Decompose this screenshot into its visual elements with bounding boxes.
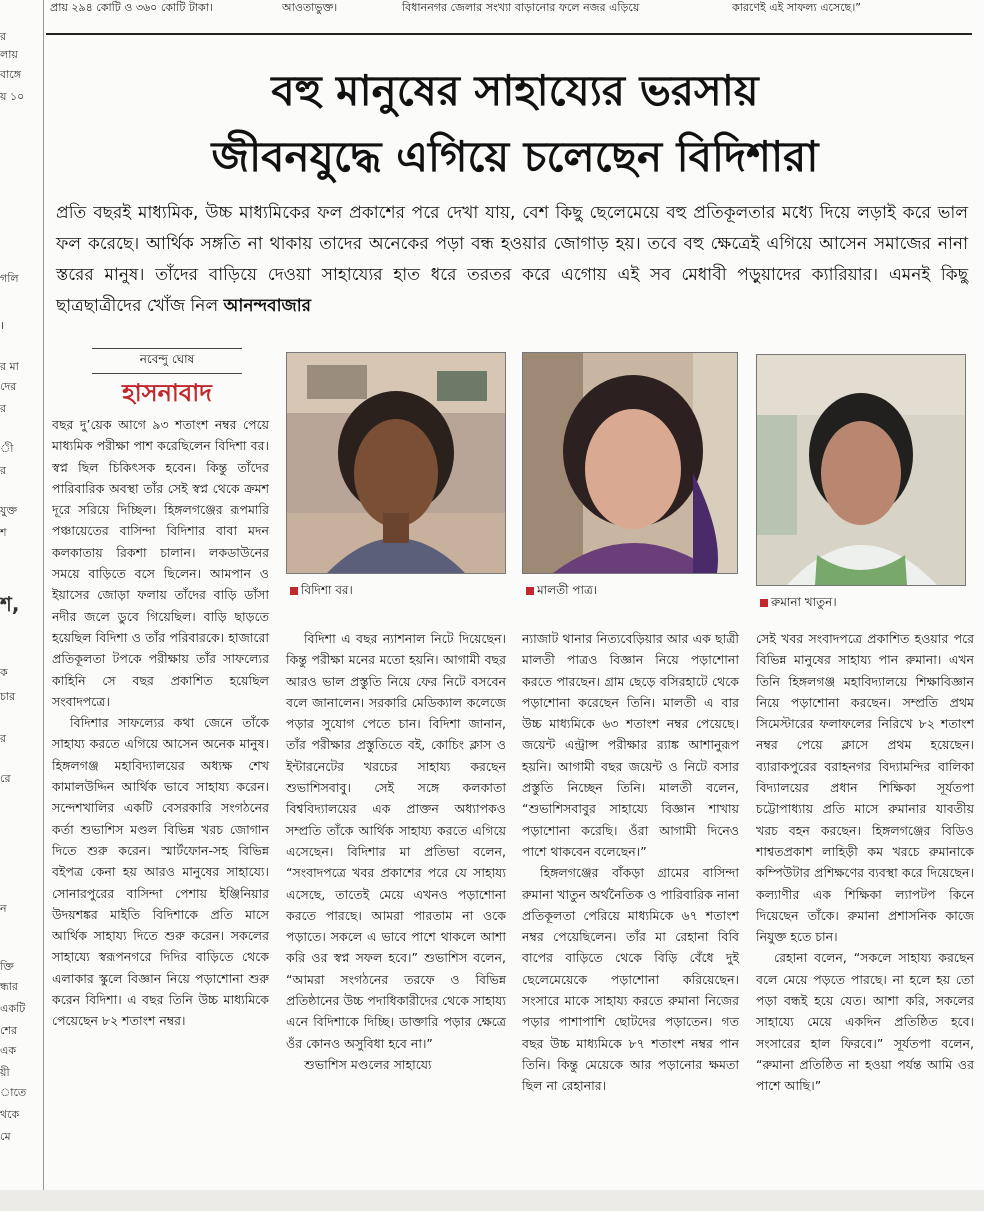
edge-text: শ	[0, 526, 7, 539]
edge-text: গলি	[0, 272, 19, 285]
edge-text: থকে	[0, 1108, 20, 1121]
byline: নবেন্দু ঘোষ	[92, 348, 242, 374]
edge-text: ক	[0, 666, 8, 679]
intro-text: প্রতি বছরই মাধ্যমিক, উচ্চ মাধ্যমিকের ফল প্রকাশের পরে দেখা যায়, বেশ কিছু ছেলেমেয়ে বহু প্রতিকূলতার মধ্যে দিয়ে লড়াই করে ভাল ফল করেছে। আর্থিক সঙ্গতি না থাকায় তাদের অনেকের পড়া বন্ধ হওয়ার জোগাড় হয়। তবে বহু ক্ষেত্রেই এগিয়ে আসেন সমাজের নানা স্তরের মানুষ। তাঁদের বাড়িয়ে দেওয়া সাহায্যের হাত ধরে তরতর করে এগোয় এই সব মেধাবী পড়ুয়াদের ক্যারিয়ার। এমনই কিছু ছাত্রছাত্রীদের খোঁজ নিল	[56, 203, 968, 316]
paragraph: ন্যাজাট থানার নিত্যবেড়িয়ার আর এক ছাত্রী মালতী পাত্রও বিজ্ঞান নিয়ে পড়াশোনা করতে পারছেন। গ্রাম ছেড়ে বসিরহাটে থেকে পড়াশোনা করেছেন তিনি। মালতী এ বার উচ্চ মাধ্যমিকে ৬৩ শতাংশ নম্বর পেয়েছে। জয়েন্ট এন্ট্রান্স পরীক্ষার র‍্যাঙ্ক আশানুরূপ হয়নি। আগামী বছর জয়েন্ট ও নিটে বসার প্রস্তুতি নিচ্ছেন তিনি। মালতী বলেন, “শুভাশিসবাবুর সাহায্যে বিজ্ঞান শাখায় পড়াশোনা করেছি। ওঁরা আগামী দিনেও পাশে থাকবেন বলেছেন।”	[522, 631, 739, 859]
caption-marker	[290, 587, 298, 595]
caption-malati	[526, 582, 597, 602]
caption-text: বিদিশা বর।	[301, 583, 353, 597]
photo-bidisha	[286, 352, 506, 574]
edge-text: দের	[0, 380, 17, 393]
top-rule	[46, 33, 972, 35]
edge-text: যুক্ত	[0, 504, 18, 517]
paragraph: রেহানা বলেন, “সকলে সাহায্য করছেন বলে মেয়ে পড়তে পারছে। না হলে হয় তো পড়া বন্ধই হয়ে যেত। আশা করি, সকলের সাহায্যে মেয়ে একদিন প্রতিষ্ঠিত হবে। সংসারের হাল ফিরবে।” সূর্যতপা বলেন, “রুমানা প্রতিষ্ঠিত না হওয়া পর্যন্ত আমি ওর পাশে আছি।”	[756, 950, 974, 1094]
left-edge-fragments	[0, 24, 34, 1190]
edge-text: ন	[0, 902, 7, 915]
edge-text: একটি	[0, 1002, 26, 1015]
paragraph: বিদিশার সাফল্যের কথা জেনে তাঁকে সাহায্য করতে এগিয়ে আসেন অনেক মানুষ। হিঙ্গলগঞ্জ মহাবিদ্যালয়ের অধ্যক্ষ শেখ কামালউদ্দিন আর্থিক ভাবে সাহায্য করেন। সন্দেশখালির একটি বেসরকারি সংগঠনের কর্তা শুভাশিস মণ্ডল বিভিন্ন খরচ জোগান দিতে শুরু করেন। স্মার্টফোন-সহ বিভিন্ন বইপত্র কেনা হয় আরও মানুষের সাহায্যে। সোনারপুরের বাসিন্দা পেশায় ইঞ্জিনিয়ার উদয়শঙ্কর মাইতি বিদিশাকে প্রতি মাসে আর্থিক সাহায্য দিতে শুরু করেন। সকলের সাহায্যে স্বরূপনগরে দিদির বাড়িতে থেকে এলাকার স্কুলে বিজ্ঞান নিয়ে পড়াশোনা শুরু করেন বিদিশা। এ বছর তিনি উচ্চ মাধ্যমিকে পেয়েছেন ৮২ শতাংশ নম্বর।	[52, 715, 269, 1029]
edge-text: বাঙ্গে	[0, 68, 22, 81]
top-strip-text-2: আওতাভুক্ত।	[282, 1, 338, 14]
edge-text: র	[0, 402, 7, 415]
portrait-photo-3	[757, 355, 965, 585]
photo-malati	[522, 352, 738, 574]
headline-line-2: জীবনযুদ্ধে এগিয়ে চলেছেন বিদিশারা	[211, 132, 819, 181]
column-rule	[43, 0, 44, 1190]
paragraph: শুভাশিস মণ্ডলের সাহায্যে	[304, 1056, 432, 1072]
paragraph: সেই খবর সংবাদপত্রে প্রকাশিত হওয়ার পরে বিভিন্ন মানুষের সাহায্য পান রুমানা। এখন তিনি হিঙ্গলগঞ্জ মহাবিদ্যালয়ে শিক্ষাবিজ্ঞান নিয়ে পড়াশোনা করছেন। সম্প্রতি প্রথম সিমেস্টারের ফলাফলের নিরিখে ৮২ শতাংশ নম্বর পেয়ে ক্লাসে প্রথম হয়েছেন। ব্যারাকপুরের বরাহনগর বিদ্যামন্দির বালিকা বিদ্যালয়ের প্রধান শিক্ষিকা সূর্যতপা চট্টোপাধ্যায় প্রতি মাসে রুমানার যাবতীয় খরচ বহন করছেন। হিঙ্গলগঞ্জের বিডিও শাশ্বতপ্রকাশ লাহিড়ী কম খরচে রুমানাকে কম্পিউটার প্রশিক্ষণের ব্যবস্থা করে দিয়েছেন। কল্যাণীর এক শিক্ষিকা ল্যাপটপ কিনে দিয়েছেন তাঁকে। রুমানা প্রশাসনিক কাজে নিযুক্ত হতে চান।	[756, 631, 974, 945]
bottom-margin	[0, 1190, 984, 1211]
portrait-photo-1	[287, 353, 505, 573]
edge-text: র মা	[0, 360, 19, 373]
intro-brand: আনন্দবাজার	[223, 296, 312, 316]
article-column-4	[756, 628, 974, 1097]
edge-text: র	[0, 464, 7, 477]
edge-text: এক	[0, 1044, 17, 1057]
edge-text: লায়	[0, 48, 18, 61]
top-strip-text-4: কারণেই এই সাফল্য এসেছে।”	[732, 1, 861, 14]
edge-text: ।	[0, 319, 5, 332]
article-column-2	[286, 628, 506, 1075]
edge-text: র	[0, 732, 7, 745]
top-strip	[50, 0, 980, 22]
top-strip-text-3: বিধাননগর জেলার সংখ্যা বাড়ানোর ফলে নজর এড়িয়ে	[402, 1, 640, 14]
photo-rumana	[756, 354, 966, 586]
paragraph: হিঙ্গলগঞ্জের বাঁকড়া গ্রামের বাসিন্দা রুমানা খাতুন অর্থনৈতিক ও পারিবারিক নানা প্রতিকূলতা পেরিয়ে মাধ্যমিকে ৬৭ শতাংশ নম্বর পেয়েছিলেন। তাঁর মা রেহানা বিবি বাপের বাড়িতে থেকে বিড়ি বেঁধে দুই ছেলেমেয়েকে পড়াশোনা করিয়েছেন। সংসারে মাকে সাহায্য করতে রুমানা নিজের পড়ার পাশাপাশি ছোটদের পড়াতেন। গত বছর উচ্চ মাধ্যমিকে ৮৭ শতাংশ নম্বর পান তিনি। কিন্তু মেয়েকে আর পড়ানোর ক্ষমতা ছিল না রেহানার।	[522, 865, 739, 1094]
dateline: হাসনাবাদ	[122, 378, 212, 407]
edge-text: র	[0, 30, 7, 43]
edge-text: াতে	[0, 1086, 27, 1099]
paragraph: বছর দু’য়েক আগে ৯৩ শতাংশ নম্বর পেয়ে মাধ্যমিক পরীক্ষা পাশ করেছিলেন বিদিশা বর। স্বপ্ন ছিল চিকিৎসক হবেন। কিন্তু তাঁদের পারিবারিক অবস্থা তাঁর সেই স্বপ্ন থেকে ক্রমশ দূরে সরিয়ে দিচ্ছিল। হিঙ্গলগঞ্জের রূপমারি পঞ্চায়েতের বাসিন্দা বিদিশার বাবা মদন কলকাতায় রিকশা চালান। লকডাউনের সময়ে বাড়িতে বসে ছিলেন। আমপান ও ইয়াসের জোড়া ফলায় তাঁদের বাড়ি ডাঁসা নদীর জলে ডুবে গিয়েছিল। বাড়ি ছাড়তে হয়েছিল বিদিশা ও তাঁর পরিবারকে। হাজারো প্রতিকূলতা টপকে পরীক্ষায় তাঁর সাফল্যের কাহিনি সে বছর প্রকাশিত হয়েছিল সংবাদপত্রে।	[52, 417, 269, 709]
edge-text: চার	[0, 690, 16, 703]
edge-text: য় ১০	[0, 90, 25, 103]
portrait-photo-2	[523, 353, 737, 573]
headline-line-1: বহু মানুষের সাহায্যের ভরসায়	[271, 66, 759, 115]
edge-text: শের	[0, 1024, 18, 1037]
top-strip-text-1: প্রায় ২৯৪ কোটি ও ৩৬০ কোটি টাকা।	[50, 1, 213, 14]
caption-marker	[760, 599, 768, 607]
article-column-1	[52, 414, 269, 1032]
caption-bidisha	[290, 582, 353, 602]
edge-text: মে	[0, 1130, 11, 1143]
edge-text: য়ী	[0, 1066, 10, 1079]
edge-text: রে	[0, 772, 11, 785]
paragraph: বিদিশা এ বছর ন্যাশনাল নিটে দিয়েছেন। কিন্তু পরীক্ষা মনের মতো হয়নি। আগামী বছর আরও ভাল প্রস্তুতি নিয়ে ফের নিটে বসবেন বলে জানালেন। সরকারি মেডিক্যাল কলেজে পড়ার সুযোগ পেতে চান। বিদিশা জানান, তাঁর পরীক্ষার প্রস্তুতিতে বই, কোচিং ক্লাস ও ইন্টারনেটের খরচের সাহায্য করছেন শুভাশিসবাবু। সেই সঙ্গে কলকাতা বিশ্ববিদ্যালয়ের এক প্রাক্তন অধ্যাপকও সম্প্রতি তাঁকে আর্থিক সাহায্য করতে এগিয়ে এসেছেন। বিদিশার মা প্রতিভা বলেন, “সংবাদপত্রে খবর প্রকাশের পরে যে সাহায্য এসেছে, তাতেই মেয়ে এখনও পড়াশোনা করতে পারছে। আমরা পারতাম না ওকে পড়াতে। সকলে এ ভাবে পাশে থাকলে আশা করি ওর স্বপ্ন সফল হবে।” শুভাশিস বলেন, “আমরা সংগঠনের তরফে ও বিভিন্ন প্রতিষ্ঠানের উচ্চ পদাধিকারীদের থেকে সাহায্য এনে বিদিশাকে দিচ্ছি। ডাক্তারি পড়ার ক্ষেত্রে ওঁর কোনও অসুবিধা হবে না।”	[286, 631, 506, 1051]
caption-text: রুমানা খাতুন।	[771, 595, 837, 609]
caption-text: মালতী পাত্র।	[537, 583, 598, 597]
edge-text: ক্তি	[0, 960, 14, 973]
article-column-3	[522, 628, 739, 1097]
edge-text: ন্ধার	[0, 980, 18, 993]
intro-paragraph	[56, 198, 968, 322]
caption-marker	[526, 587, 534, 595]
caption-rumana	[760, 594, 837, 614]
edge-text: ী	[0, 442, 14, 455]
edge-text: শ,	[0, 592, 20, 616]
